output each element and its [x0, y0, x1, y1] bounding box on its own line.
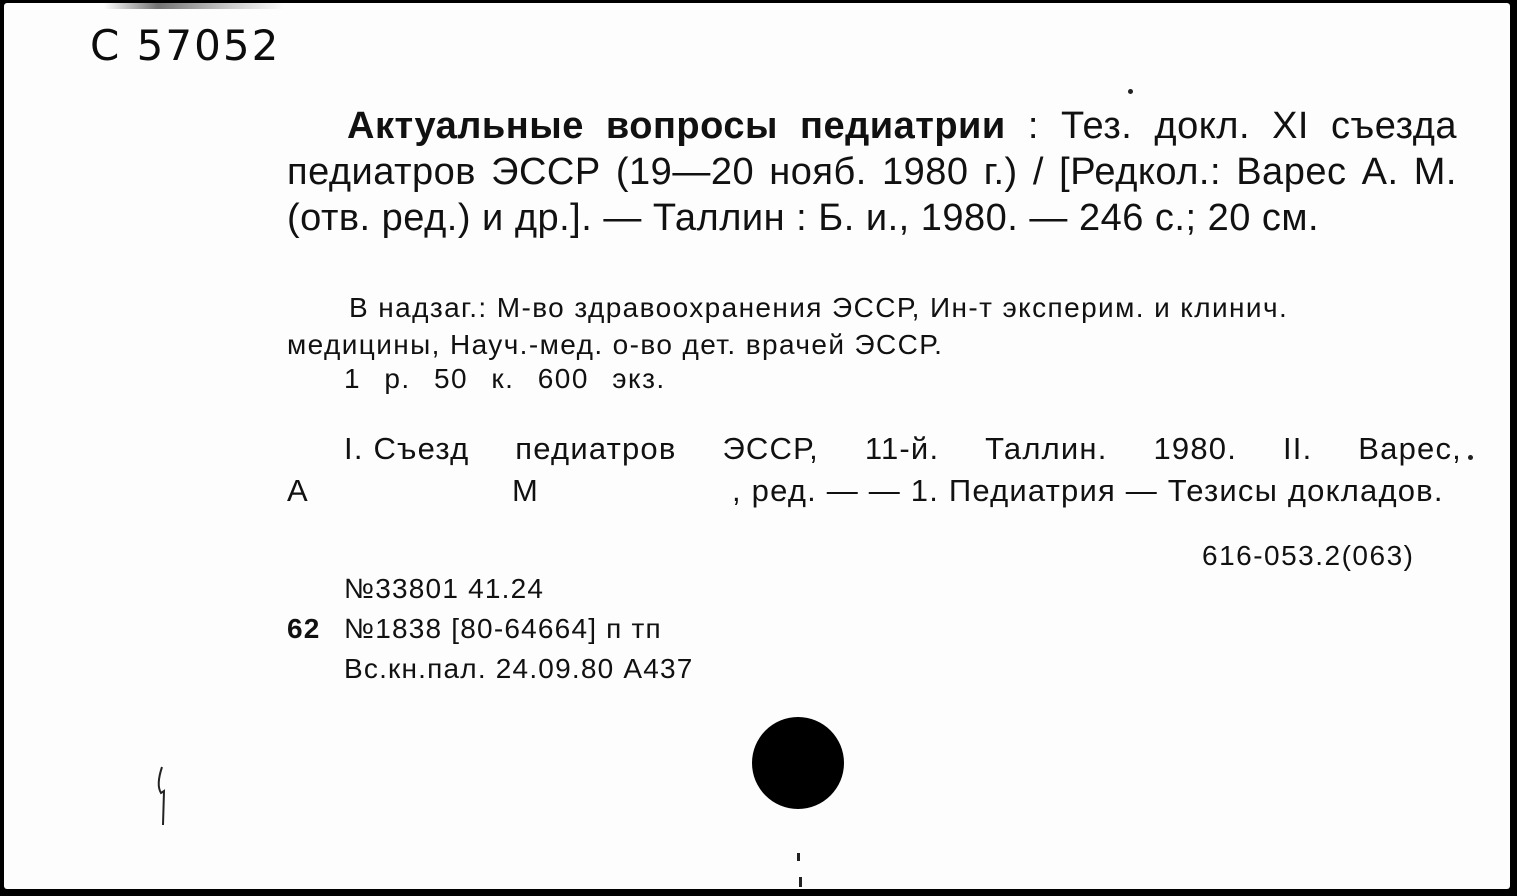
- accession-row-1: [287, 569, 694, 609]
- speck: [1468, 455, 1473, 460]
- tracing-word: I. Съезд: [344, 431, 470, 466]
- notes-line-2: медицины, Науч.-мед. о-во дет. врачей ЭССР.: [287, 329, 944, 360]
- tracings-line-2: [287, 470, 1462, 512]
- speck: [1128, 89, 1133, 94]
- price-and-print-run: 1 р. 50 к. 600 экз.: [344, 363, 666, 394]
- tracing-word: Таллин.: [985, 431, 1108, 466]
- tracing-word: 11-й.: [864, 431, 940, 466]
- accession-line-2: №1838 [80-64664] п тп: [344, 613, 662, 644]
- udc-classification: 616-053.2(063): [1202, 540, 1415, 571]
- accession-line-1: №33801 41.24: [344, 573, 545, 604]
- speck: [799, 877, 802, 887]
- accession-line-3: Вс.кн.пал. 24.09.80 А437: [344, 653, 694, 684]
- accession-row-3: [287, 649, 694, 689]
- catalog-card: [4, 3, 1510, 889]
- speck: [797, 853, 800, 861]
- tracing-word: педиатров: [515, 431, 677, 466]
- book-title: Актуальные вопросы педиатрии: [347, 105, 1006, 147]
- accession-prefix: 62: [287, 613, 321, 644]
- main-entry: [287, 103, 1457, 241]
- tracing-word: 1980.: [1153, 431, 1238, 466]
- tracing-subject: , ред. — — 1. Педиатрия — Тезисы докладов.: [732, 473, 1444, 508]
- top-edge-smudge: [104, 3, 284, 9]
- notes-line-1: В надзаг.: М-во здравоохранения ЭССР, Ин-т эксперим. и клинич.: [349, 292, 1289, 323]
- tracings: [287, 428, 1462, 512]
- accession-row-2: [287, 609, 694, 649]
- tracings-line-1: [287, 428, 1462, 470]
- call-number: С 57052: [90, 21, 281, 70]
- tracing-initial-m: М: [512, 473, 540, 508]
- tracing-word: Варес,: [1358, 431, 1462, 466]
- accession-row-1-spacer: [287, 569, 344, 609]
- accession-row-3-spacer: [287, 649, 344, 689]
- tracing-word: ЭССР,: [722, 431, 819, 466]
- pencil-mark: [154, 763, 178, 833]
- accession-block: [287, 569, 694, 689]
- notes: [287, 289, 1453, 363]
- punch-hole: [752, 717, 844, 809]
- tracing-initial-a: А: [287, 473, 309, 508]
- bibliographic-description: : Тез. докл. XI съезда педиатров ЭССР (19—20 нояб. 1980 г.) / [Редкол.: Варес А. М. (отв. ред.) и др.]. — Таллин : Б. и., 1980. — 246 с.; 20 см.: [287, 105, 1458, 239]
- tracing-word: II.: [1282, 431, 1313, 466]
